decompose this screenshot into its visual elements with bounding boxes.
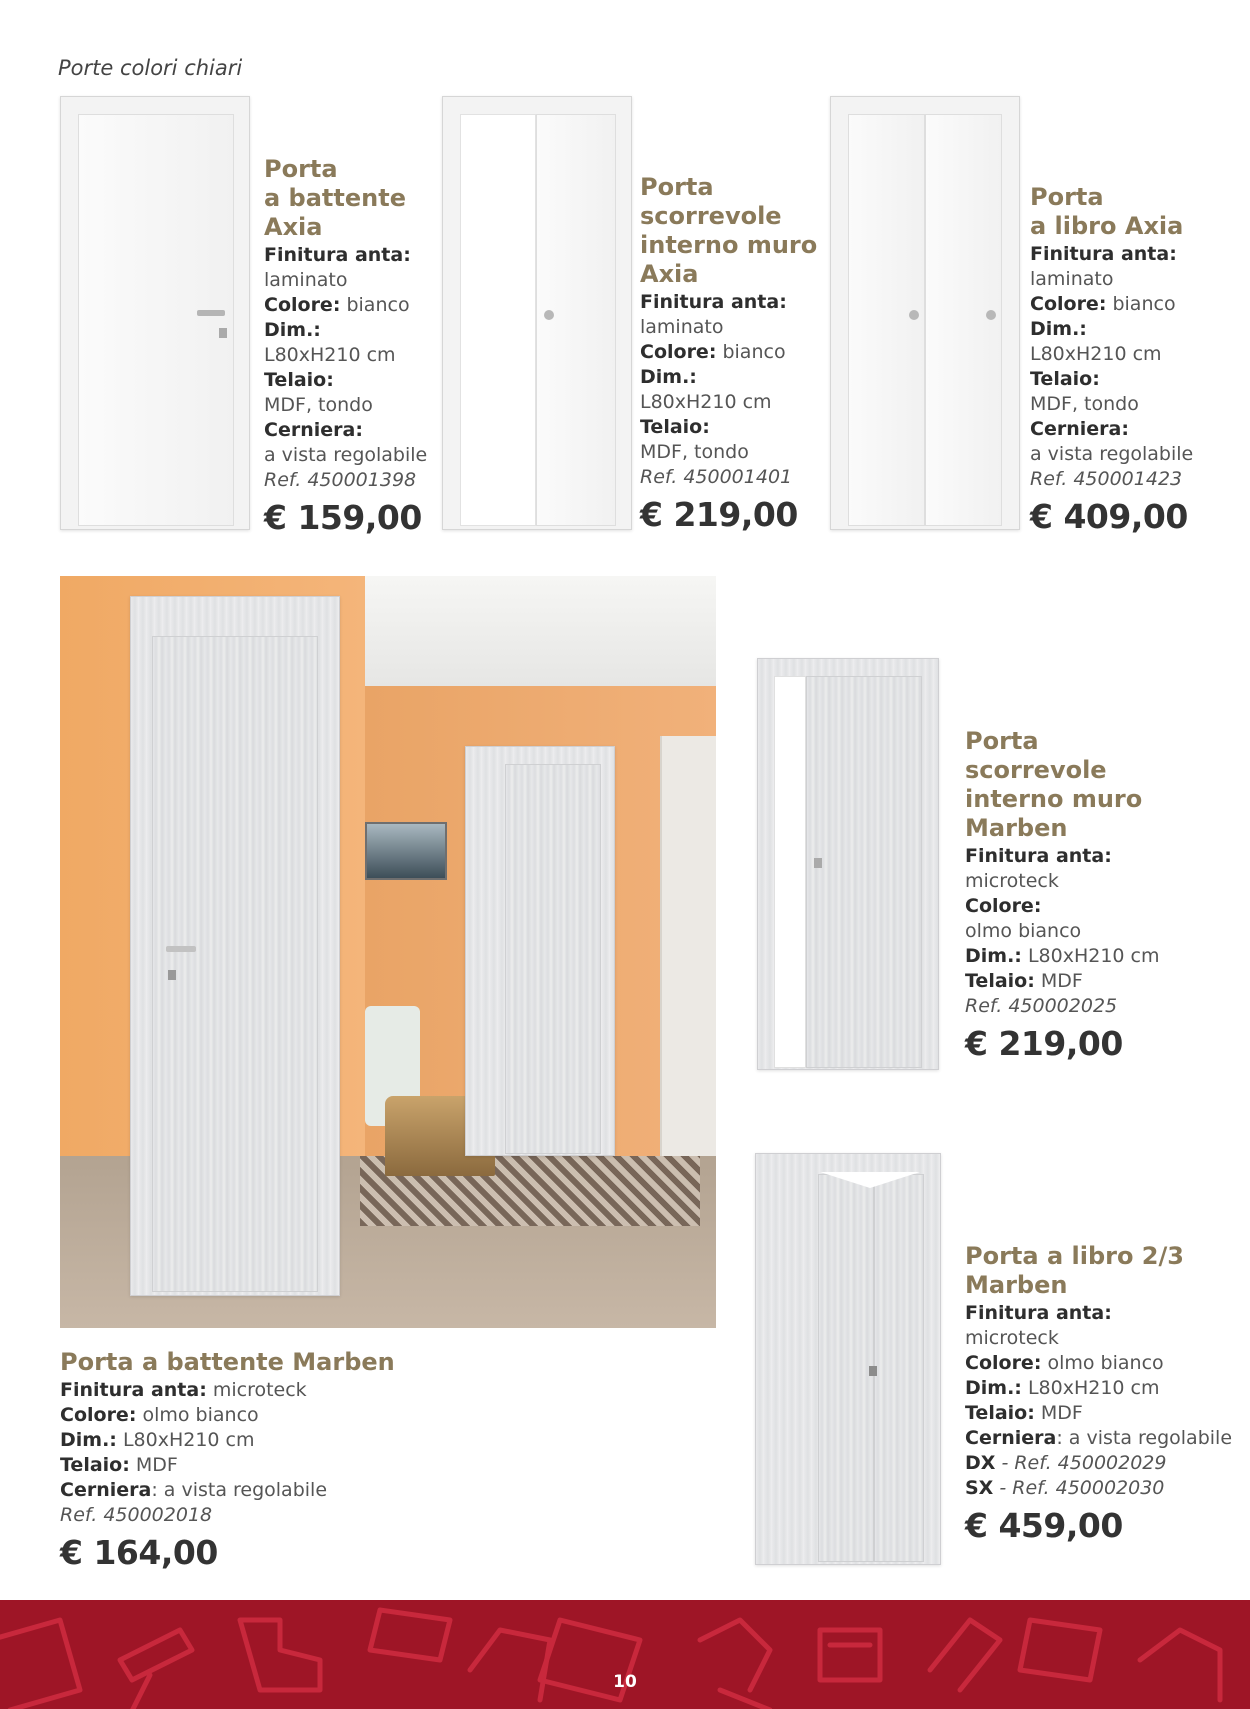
product-ref: Ref. 450001423 (1030, 468, 1183, 490)
product-marben-scorrevole: Porta scorrevole interno muro Marben Finitura anta: microteck Colore: olmo bianco Dim.: L80xH210 cm Telaio: MDF Ref. 450002025 € 219,00 (965, 727, 1235, 1065)
door-knob-icon (986, 310, 996, 320)
page-number: 10 (613, 1672, 637, 1692)
product-axia-battente: Porta a battente Axia Finitura anta: laminato Colore: bianco Dim.: L80xH210 cm Telaio: MDF, tondo Cerniera: a vista regolabile Ref. 450001398 € 159,00 (264, 155, 454, 539)
product-axia-scorrevole: Porta scorrevole interno muro Axia Finitura anta: laminato Colore: bianco Dim.: L80xH210 cm Telaio: MDF, tondo Ref. 450001401 € 219,00 (640, 173, 830, 536)
door-lock-icon (869, 1366, 877, 1376)
product-name: Porta a battente Marben (60, 1348, 395, 1376)
product-price: € 164,00 (60, 1533, 218, 1572)
product-price: € 219,00 (640, 495, 798, 534)
product-name: Porta scorrevole interno muro Marben (965, 727, 1143, 842)
product-ref: Ref. 450001398 (264, 469, 417, 491)
product-name: Porta a battente Axia (264, 155, 406, 241)
section-title: Porte colori chiari (58, 56, 243, 80)
painting-image (365, 822, 447, 880)
door-knob-icon (909, 310, 919, 320)
footer-band (0, 1600, 1250, 1709)
product-price: € 409,00 (1030, 497, 1188, 536)
product-name: Porta a libro Axia (1030, 183, 1184, 240)
door-lock-icon (814, 858, 822, 868)
product-price: € 459,00 (965, 1506, 1123, 1545)
product-marben-libro: Porta a libro 2/3 Marben Finitura anta: microteck Colore: olmo bianco Dim.: L80xH210 cm Telaio: MDF Cerniera: a vista regolabile DX - Ref. 450002029 SX - Ref. 450002030 € 459,00 (965, 1242, 1235, 1547)
product-name: Porta a libro 2/3 Marben (965, 1242, 1184, 1299)
door-lock-icon (219, 328, 227, 338)
product-name: Porta scorrevole interno muro Axia (640, 173, 818, 288)
product-ref: Ref. 450002025 (965, 995, 1118, 1017)
tools-pattern-icon (0, 1600, 1250, 1709)
product-ref: Ref. 450002018 (60, 1504, 213, 1526)
product-price: € 159,00 (264, 498, 422, 537)
product-price: € 219,00 (965, 1024, 1123, 1063)
door-knob-icon (544, 310, 554, 320)
door-handle-icon (197, 310, 225, 316)
product-axia-libro: Porta a libro Axia Finitura anta: laminato Colore: bianco Dim.: L80xH210 cm Telaio: MDF, tondo Cerniera: a vista regolabile Ref. 450001423 € 409,00 (1030, 183, 1245, 538)
product-marben-battente: Porta a battente Marben Finitura anta: microteck Colore: olmo bianco Dim.: L80xH210 cm Telaio: MDF Cerniera: a vista regolabile Ref. 450002018 € 164,00 (60, 1348, 480, 1574)
room-photo (60, 576, 716, 1328)
product-ref: Ref. 450001401 (640, 466, 793, 488)
